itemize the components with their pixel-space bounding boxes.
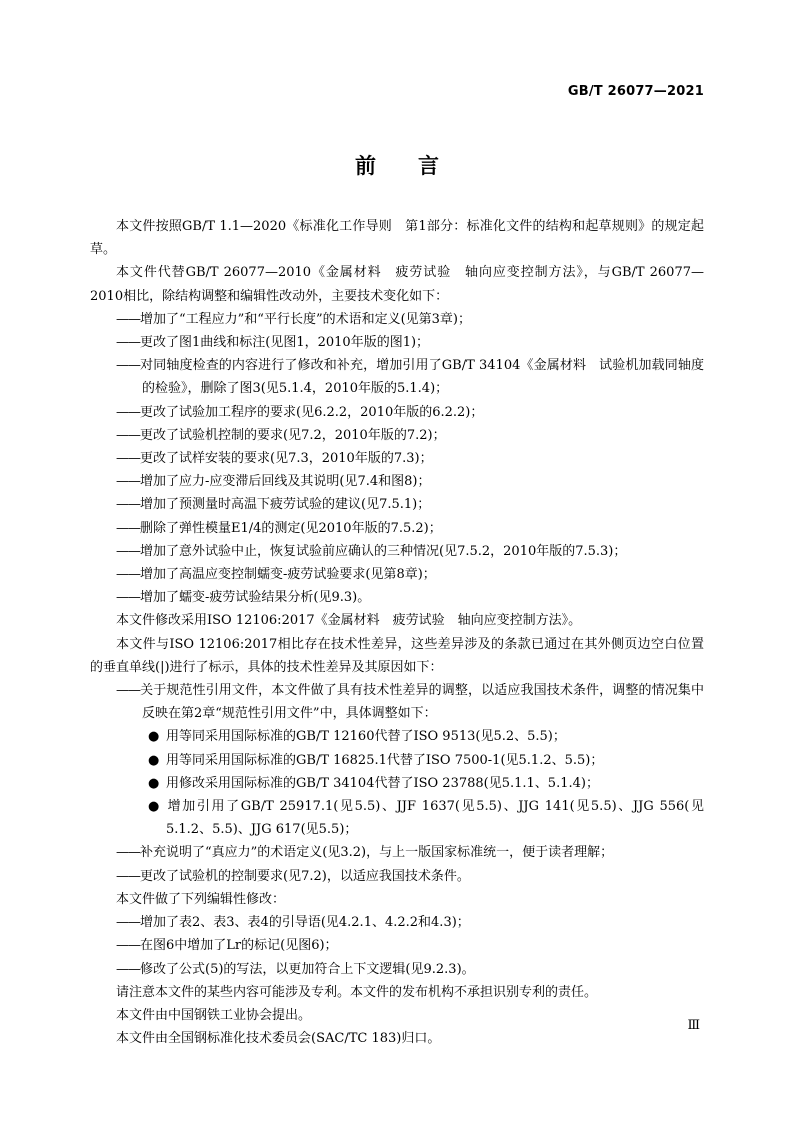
- paragraph: 本文件与ISO 12106:2017相比存在技术性差异，这些差异涉及的条款已通过在其外侧页边空白位置的垂直单线(|)进行了标示，具体的技术性差异及其原因如下：: [90, 636, 704, 675]
- bullet-item-text: 用修改采用国际标准的GB/T 34104代替了ISO 23788(见5.1.1、5.1.4)；: [166, 775, 599, 791]
- dash-marker: ——: [116, 868, 140, 884]
- document-number: GB/T 26077—2021: [567, 84, 704, 99]
- dash-marker: ——: [116, 497, 140, 513]
- dash-marker: ——: [116, 543, 140, 559]
- dash-item-text: 增加了“工程应力”和“平行长度”的术语和定义(见第3章)；: [140, 311, 471, 327]
- paragraph: 本文件按照GB/T 1.1—2020《标准化工作导则 第1部分：标准化文件的结构和起草规则》的规定起草。: [90, 219, 704, 258]
- foreword-body: [90, 215, 704, 1050]
- dash-marker: ——: [116, 520, 140, 536]
- paragraph: 本文件修改采用ISO 12106:2017《金属材料 疲劳试验 轴向应变控制方法》。: [116, 613, 582, 629]
- dash-list-item: [90, 308, 704, 331]
- page-title: 前言: [355, 154, 481, 178]
- dash-marker: ——: [116, 961, 140, 977]
- dash-item-text: 关于规范性引用文件，本文件做了具有技术性差异的调整，以适应我国技术条件，调整的情况集中反映在第2章“规范性引用文件”中，具体调整如下：: [140, 683, 704, 722]
- dash-marker: ——: [116, 311, 140, 327]
- dash-marker: ——: [116, 845, 140, 861]
- bullet-item-text: 用等同采用国际标准的GB/T 16825.1代替了ISO 7500-1(见5.1.2、5.5)；: [166, 752, 604, 768]
- dash-list-item: [90, 934, 704, 957]
- bullet-icon: ●: [148, 799, 160, 815]
- bullet-list-item: [90, 725, 704, 748]
- dash-item-text: 增加了蠕变-疲劳试验结果分析(见9.3)。: [140, 590, 371, 606]
- dash-item-text: 增加了高温应变控制蠕变-疲劳试验要求(见第8章)；: [140, 567, 436, 583]
- dash-list-item: [90, 586, 704, 609]
- bullet-list-item: [90, 772, 704, 795]
- dash-list-item: [90, 447, 704, 470]
- dash-marker: ——: [116, 335, 140, 351]
- paragraph: 本文件由中国钢铁工业协会提出。: [116, 1007, 312, 1023]
- dash-marker: ——: [116, 915, 140, 931]
- dash-marker: ——: [116, 451, 140, 467]
- dash-list-item: [90, 354, 704, 400]
- dash-list-item: [90, 424, 704, 447]
- dash-item-text: 对同轴度检查的内容进行了修改和补充，增加引用了GB/T 34104《金属材料 试验机加载同轴度的检验》，删除了图3(见5.1.4，2010年版的5.1.4)；: [140, 358, 704, 397]
- paragraph: 本文件由全国钢标准化技术委员会(SAC/TC 183)归口。: [116, 1031, 441, 1047]
- dash-marker: ——: [116, 938, 140, 954]
- dash-marker: ——: [116, 404, 140, 420]
- dash-item-text: 增加了表2、表3、表4的引导语(见4.2.1、4.2.2和4.3)；: [140, 915, 470, 931]
- bullet-icon: ●: [148, 752, 160, 768]
- bullet-list-item: [90, 795, 704, 841]
- dash-marker: ——: [116, 683, 140, 699]
- dash-list-item: [90, 841, 704, 864]
- dash-item-text: 修改了公式(5)的写法，以更加符合上下文逻辑(见9.2.3)。: [140, 961, 475, 977]
- dash-list-item: [90, 493, 704, 516]
- dash-item-text: 更改了试验机控制的要求(见7.2，2010年版的7.2)；: [140, 427, 446, 443]
- dash-marker: ——: [116, 474, 140, 490]
- dash-list-item: [90, 401, 704, 424]
- dash-marker: ——: [116, 427, 140, 443]
- bullet-item-text: 增加引用了GB/T 25917.1(见5.5)、JJF 1637(见5.5)、JJG 141(见5.5)、JJG 556(见5.1.2、5.5)、JJG 617(见5.5)；: [166, 799, 704, 838]
- dash-item-text: 增加了应力-应变滞后回线及其说明(见7.4和图8)；: [140, 474, 431, 490]
- dash-item-text: 增加了预测量时高温下疲劳试验的建议(见7.5.1)；: [140, 497, 431, 513]
- dash-list-item: [90, 865, 704, 888]
- bullet-icon: ●: [148, 729, 160, 745]
- paragraph: 本文件做了下列编辑性修改：: [116, 891, 286, 907]
- dash-item-text: 补充说明了“真应力”的术语定义(见3.2)，与上一版国家标准统一，便于读者理解；: [140, 845, 614, 861]
- dash-item-text: 更改了试验机的控制要求(见7.2)，以适应我国技术条件。: [140, 868, 470, 884]
- dash-item-text: 删除了弹性模量E1/4的测定(见2010年版的7.5.2)；: [140, 520, 442, 536]
- dash-marker: ——: [116, 590, 140, 606]
- dash-item-text: 更改了试验加工程序的要求(见6.2.2，2010年版的6.2.2)；: [140, 404, 484, 420]
- dash-list-item: [90, 517, 704, 540]
- dash-list-item: [90, 540, 704, 563]
- dash-marker: ——: [116, 358, 140, 374]
- dash-list-item: [90, 679, 704, 725]
- dash-list-item: [90, 470, 704, 493]
- bullet-item-text: 用等同采用国际标准的GB/T 12160代替了ISO 9513(见5.2、5.5)；: [166, 729, 566, 745]
- paragraph: 本文件代替GB/T 26077—2010《金属材料 疲劳试验 轴向应变控制方法》，与GB/T 26077—2010相比，除结构调整和编辑性改动外，主要技术变化如下：: [90, 265, 704, 304]
- dash-marker: ——: [116, 567, 140, 583]
- dash-item-text: 增加了意外试验中止，恢复试验前应确认的三种情况(见7.5.2，2010年版的7.5.3)；: [140, 543, 627, 559]
- bullet-list-item: [90, 749, 704, 772]
- paragraph: 请注意本文件的某些内容可能涉及专利。本文件的发布机构不承担识别专利的责任。: [116, 984, 598, 1000]
- dash-list-item: [90, 331, 704, 354]
- page-number: Ⅲ: [687, 1018, 700, 1033]
- bullet-icon: ●: [148, 775, 160, 791]
- dash-item-text: 在图6中增加了Lr的标记(见图6)；: [140, 938, 338, 954]
- dash-list-item: [90, 958, 704, 981]
- dash-item-text: 更改了图1曲线和标注(见图1，2010年版的图1)；: [140, 335, 430, 351]
- dash-list-item: [90, 911, 704, 934]
- dash-item-text: 更改了试样安装的要求(见7.3，2010年版的7.3)；: [140, 451, 433, 467]
- dash-list-item: [90, 563, 704, 586]
